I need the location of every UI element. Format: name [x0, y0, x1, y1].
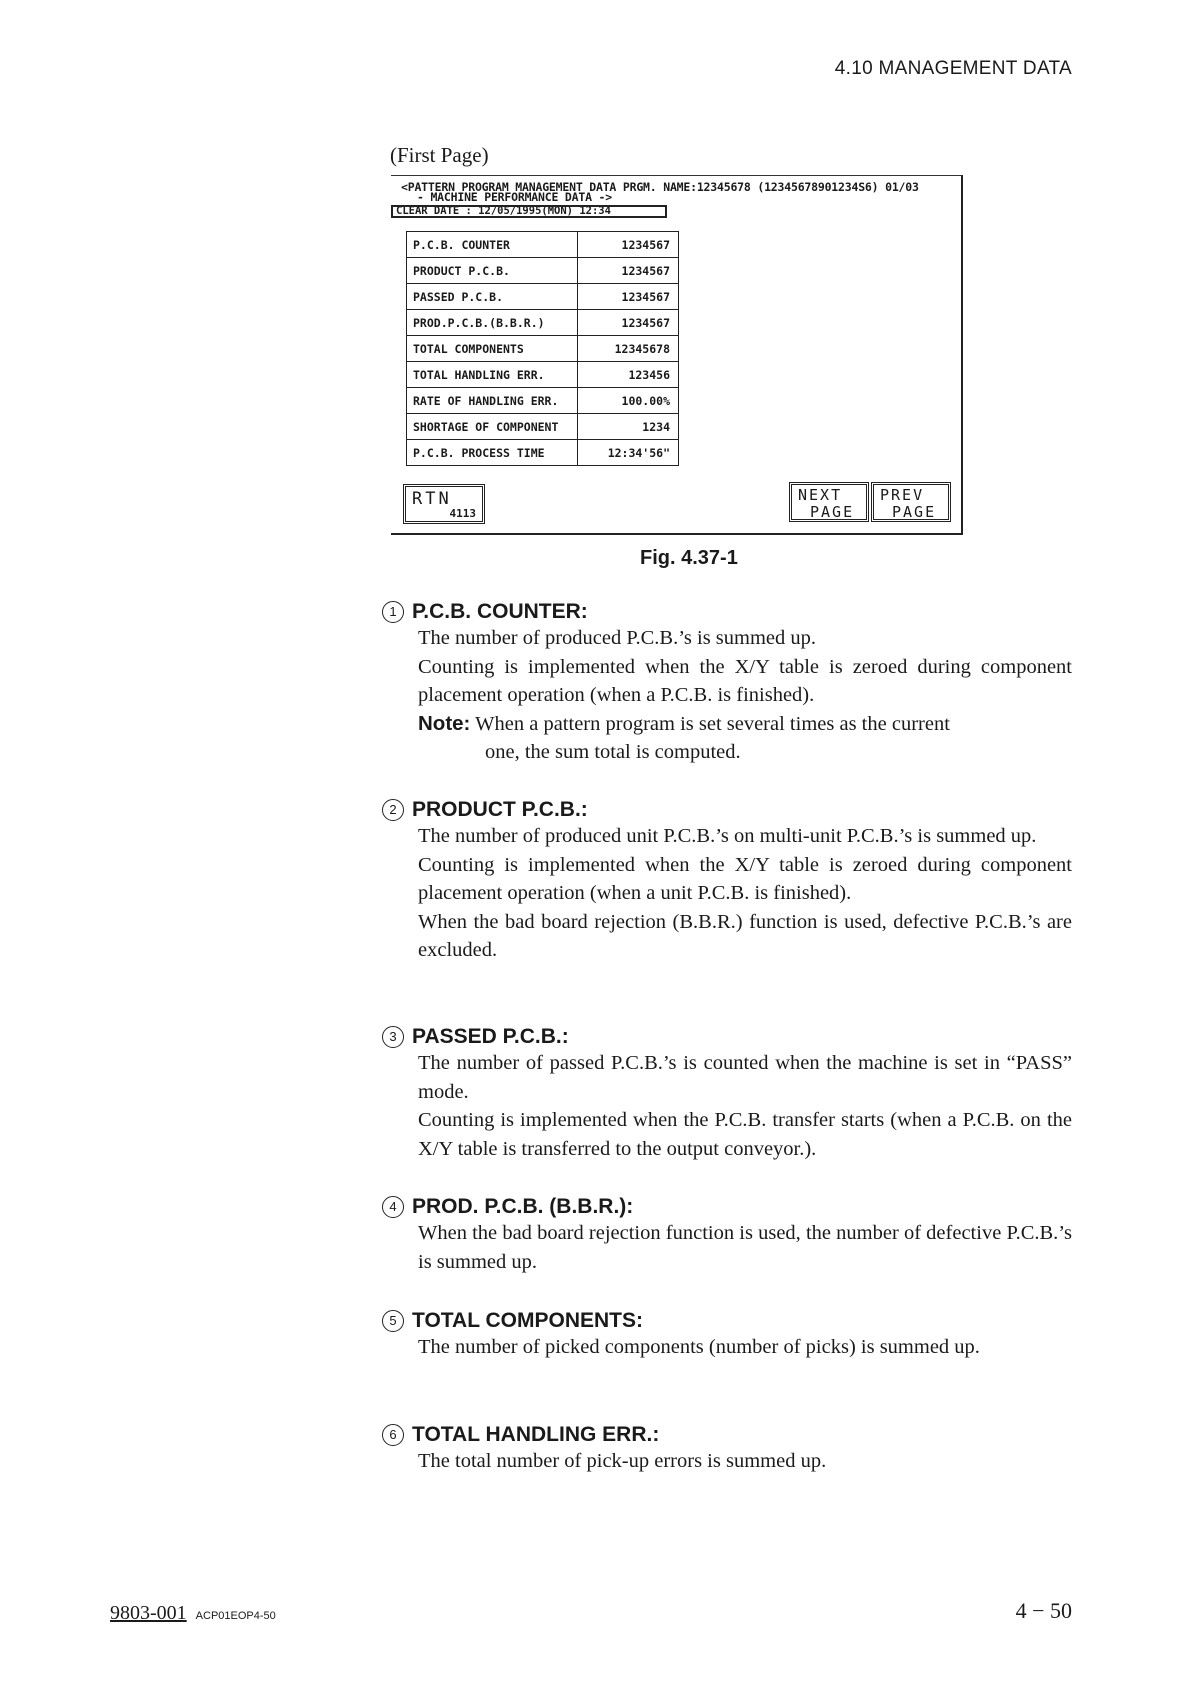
first-page-label: (First Page) [390, 143, 489, 167]
row-label: P.C.B. PROCESS TIME [407, 440, 578, 466]
item-paragraph: The number of produced unit P.C.B.’s on multi-unit P.C.B.’s is summed up. [418, 825, 1037, 847]
item-title: TOTAL HANDLING ERR.: [412, 1423, 660, 1446]
item-title: PRODUCT P.C.B.: [412, 798, 588, 821]
item-heading [382, 1309, 1072, 1333]
item-number: 5 [382, 1310, 404, 1332]
item-paragraph: The number of picked components (number of picks) is summed up. [418, 1336, 980, 1358]
screen-subtitle: - MACHINE PERFORMANCE DATA -> [417, 190, 612, 204]
performance-table [406, 231, 679, 466]
prev-page-button[interactable] [871, 482, 951, 522]
machine-screen [391, 175, 963, 535]
row-value: 1234567 [578, 258, 679, 284]
item-paragraph: Counting is implemented when the P.C.B. transfer starts (when a P.C.B. on the X/Y table is transferred to the output conveyor.). [418, 1109, 1072, 1160]
table-row [407, 310, 679, 336]
next-page-line1: NEXT [798, 486, 843, 504]
table-row [407, 414, 679, 440]
prev-page-line2: PAGE [892, 503, 937, 521]
item-title: TOTAL COMPONENTS: [412, 1309, 643, 1332]
item-number: 2 [382, 799, 404, 821]
row-value: 100.00% [578, 388, 679, 414]
note [418, 710, 1072, 767]
row-label: P.C.B. COUNTER [407, 232, 578, 258]
page-number: 4 − 50 [1015, 1598, 1072, 1623]
table-row [407, 336, 679, 362]
note-label: Note: [418, 711, 471, 735]
note-text-cont: one, the sum total is computed. [485, 741, 741, 763]
row-value: 1234567 [578, 284, 679, 310]
rtn-button[interactable] [403, 484, 485, 524]
figure-caption: Fig. 4.37-1 [640, 547, 738, 569]
table-row [407, 388, 679, 414]
item-paragraph: Counting is implemented when the X/Y table is zeroed during component placement operation (when a P.C.B. is finished). [418, 655, 1072, 706]
row-value: 1234 [578, 414, 679, 440]
rtn-code: 4113 [449, 507, 476, 520]
item-pcb-counter [382, 600, 1072, 767]
next-page-button[interactable] [789, 482, 869, 522]
footer-doc-code [110, 1602, 276, 1625]
item-title: PROD. P.C.B. (B.B.R.): [412, 1195, 634, 1218]
clear-date-bar: CLEAR DATE : 12/05/1995(MON) 12:34 [391, 205, 667, 218]
item-number: 4 [382, 1196, 404, 1218]
row-label: RATE OF HANDLING ERR. [407, 388, 578, 414]
section-header: 4.10 MANAGEMENT DATA [834, 58, 1072, 79]
item-paragraph: Counting is implemented when the X/Y table is zeroed during component placement operation (when a unit P.C.B. is finished). [418, 853, 1072, 904]
item-paragraph: When the bad board rejection (B.B.R.) function is used, defective P.C.B.’s are excluded. [418, 910, 1072, 961]
item-passed-pcb [382, 1025, 1072, 1163]
row-label: PRODUCT P.C.B. [407, 258, 578, 284]
rtn-label: RTN [412, 489, 452, 509]
row-value: 12345678 [578, 336, 679, 362]
row-value: 123456 [578, 362, 679, 388]
item-paragraph: When the bad board rejection function is used, the number of defective P.C.B.’s is summed up. [418, 1222, 1072, 1273]
item-heading [382, 798, 1072, 822]
item-prod-pcb-bbr [382, 1195, 1072, 1276]
item-title: PASSED P.C.B.: [412, 1025, 569, 1048]
next-page-line2: PAGE [810, 503, 855, 521]
item-heading [382, 600, 1072, 624]
item-number: 1 [382, 601, 404, 623]
item-title: P.C.B. COUNTER: [412, 600, 588, 623]
row-value: 1234567 [578, 232, 679, 258]
item-total-handling-err [382, 1423, 1072, 1476]
doc-ref: ACP01EOP4-50 [195, 1610, 276, 1622]
item-heading [382, 1195, 1072, 1219]
row-label: SHORTAGE OF COMPONENT [407, 414, 578, 440]
item-heading [382, 1025, 1072, 1049]
table-row [407, 284, 679, 310]
row-value: 12:34'56" [578, 440, 679, 466]
table-row [407, 440, 679, 466]
item-paragraph: The total number of pick-up errors is summed up. [418, 1450, 827, 1472]
row-label: TOTAL HANDLING ERR. [407, 362, 578, 388]
row-label: TOTAL COMPONENTS [407, 336, 578, 362]
item-number: 6 [382, 1424, 404, 1446]
note-text: When a pattern program is set several times as the current [475, 712, 950, 735]
table-row [407, 232, 679, 258]
item-paragraph: The number of produced P.C.B.’s is summed up. [418, 627, 817, 649]
screen-title: <PATTERN PROGRAM MANAGEMENT DATA PRGM. NAME:12345678 (12345678901234S6) 01/03 [401, 180, 919, 194]
row-label: PASSED P.C.B. [407, 284, 578, 310]
row-value: 1234567 [578, 310, 679, 336]
item-paragraph: The number of passed P.C.B.’s is counted when the machine is set in “PASS” mode. [418, 1052, 1072, 1103]
doc-code: 9803-001 [110, 1602, 187, 1624]
item-product-pcb [382, 798, 1072, 965]
item-total-components [382, 1309, 1072, 1362]
item-number: 3 [382, 1026, 404, 1048]
table-row [407, 258, 679, 284]
row-label: PROD.P.C.B.(B.B.R.) [407, 310, 578, 336]
table-row [407, 362, 679, 388]
prev-page-line1: PREV [880, 486, 925, 504]
item-heading [382, 1423, 1072, 1447]
